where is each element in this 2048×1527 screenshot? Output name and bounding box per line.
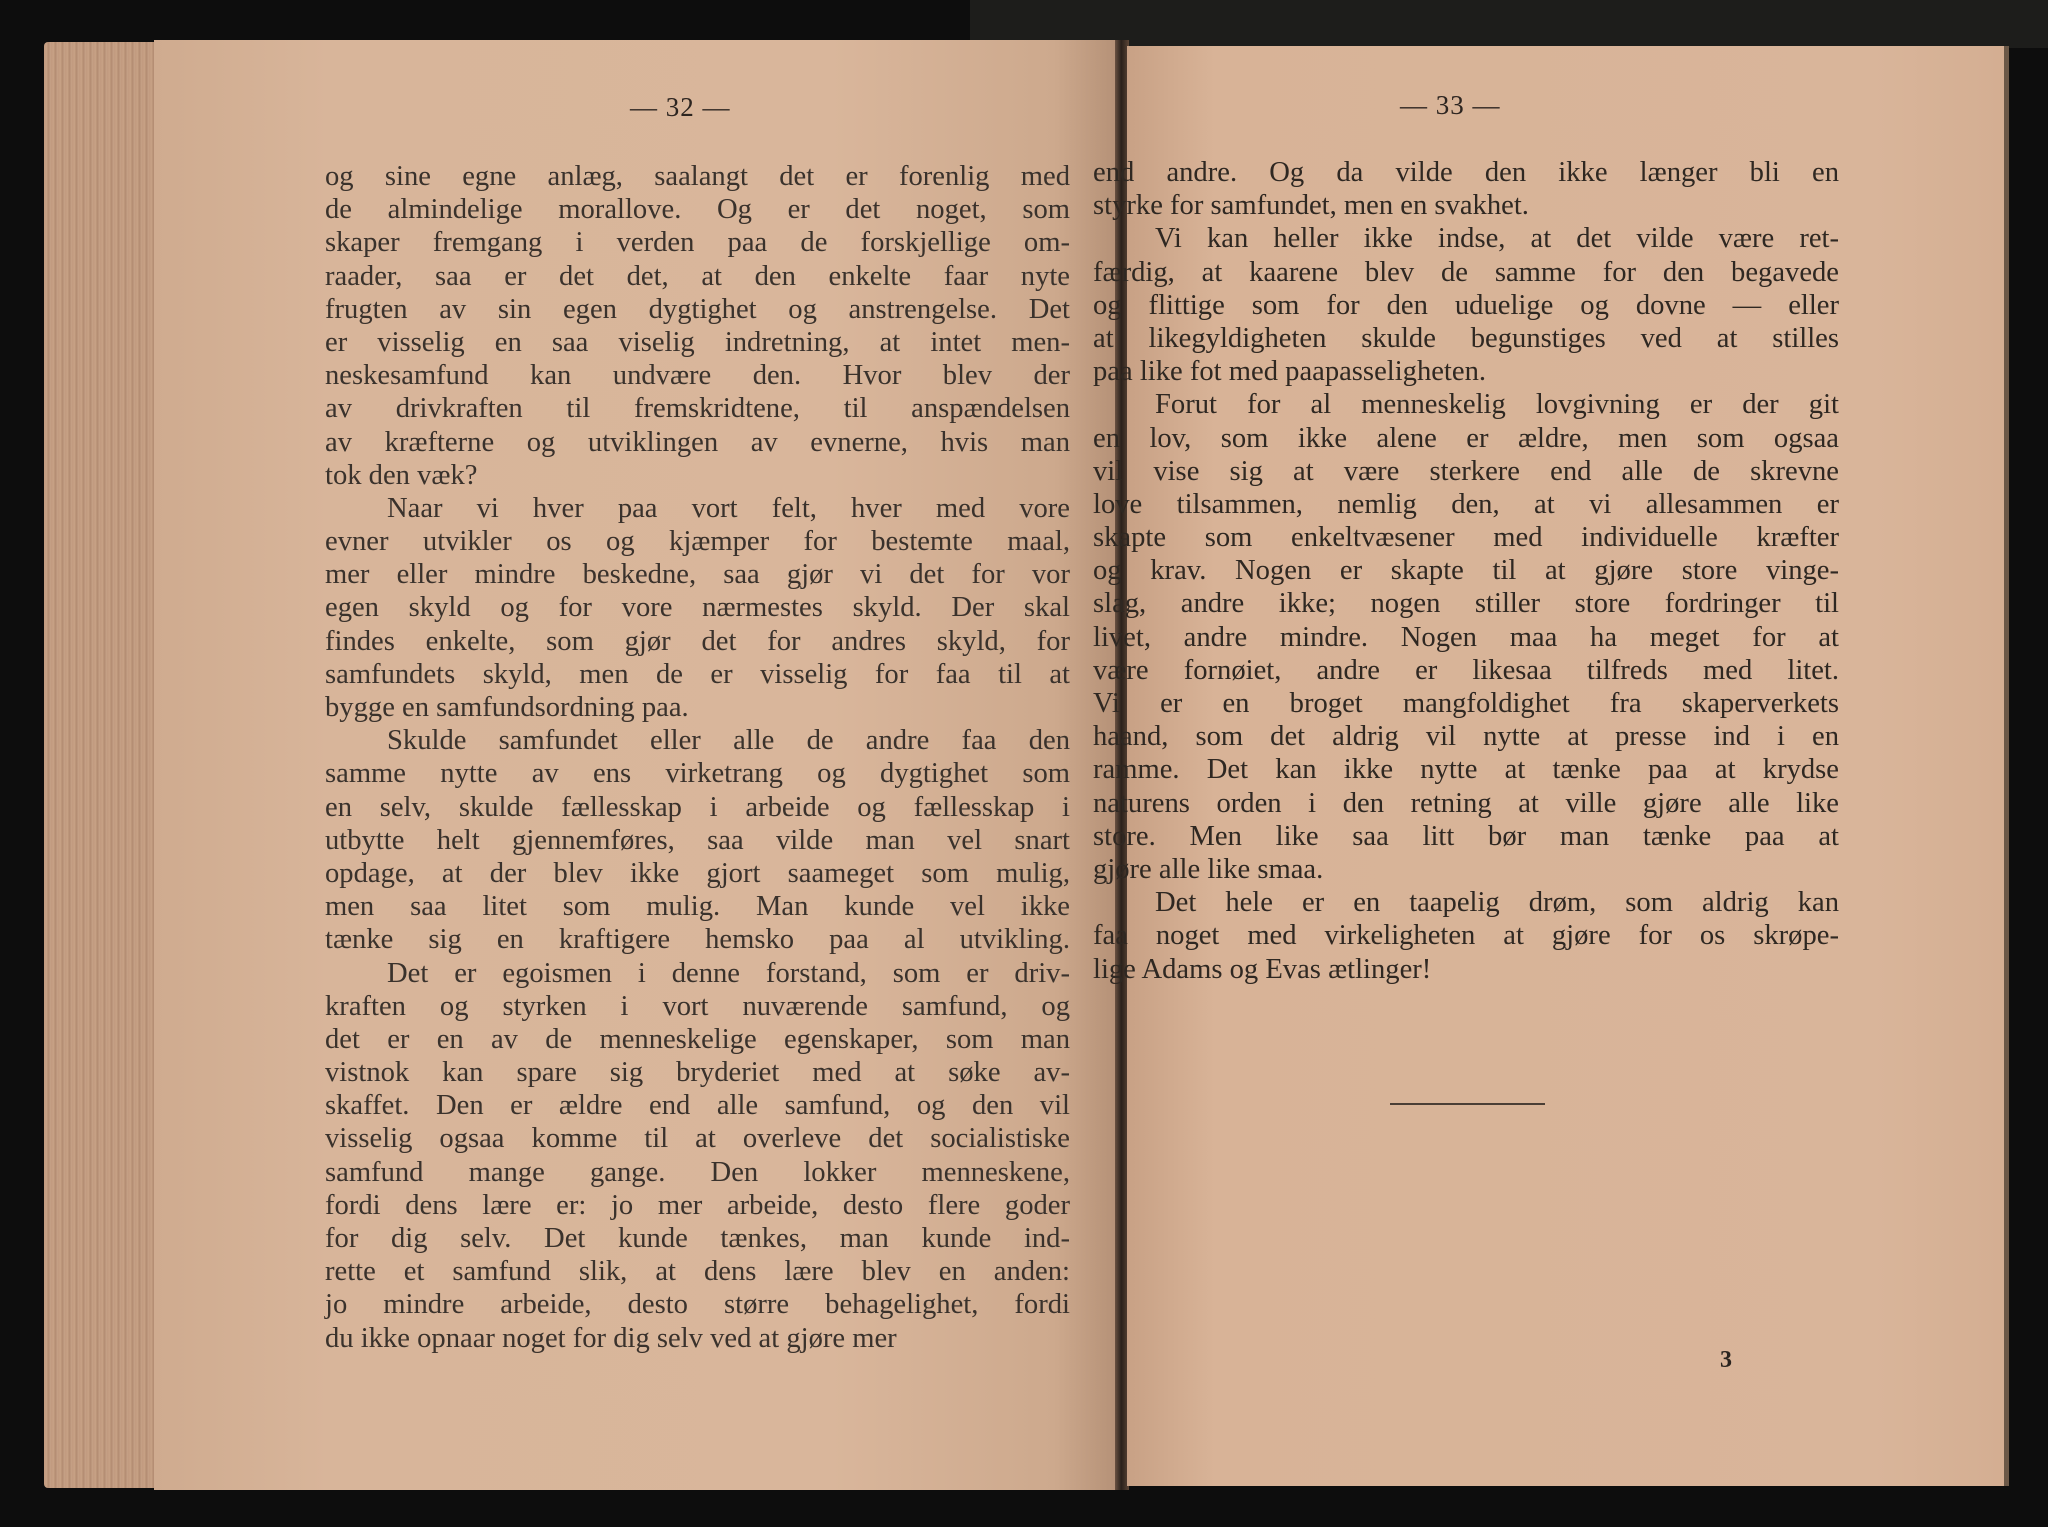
- text-line: evner utvikler os og kjæmper for bestemte maal,: [325, 526, 1070, 558]
- right-page-text: [1093, 156, 1839, 986]
- text-line: men saa litet som mulig. Man kunde vel ikke: [325, 891, 1070, 923]
- text-line: skaffet. Den er ældre end alle samfund, og den vil: [325, 1090, 1070, 1122]
- text-line: haand, som det aldrig vil nytte at presse ind i en: [1093, 721, 1839, 753]
- text-line: styrke for samfundet, men en svakhet.: [1093, 190, 1529, 222]
- text-line: ramme. Det kan ikke nytte at tænke paa at krydse: [1093, 754, 1839, 786]
- text-line: slag, andre ikke; nogen stiller store fordringer til: [1093, 588, 1839, 620]
- text-line: utbytte helt gjennemføres, saa vilde man vel snart: [325, 824, 1070, 856]
- text-line: de almindelige morallove. Og er det noget, som: [325, 194, 1070, 226]
- text-line: store. Men like saa litt bør man tænke paa at: [1093, 820, 1839, 852]
- right-page-number: — 33 —: [1400, 90, 1501, 120]
- text-line: frugten av sin egen dygtighet og anstrengelse. Det: [325, 293, 1070, 325]
- text-line: findes enkelte, som gjør det for andres skyld, for: [325, 625, 1070, 657]
- left-page-number: — 32 —: [630, 92, 731, 122]
- text-line: end andre. Og da vilde den ikke længer bli en: [1093, 157, 1839, 188]
- text-line: neskesamfund kan undvære den. Hvor blev der: [325, 360, 1070, 392]
- left-page-text: [325, 160, 1070, 1355]
- text-line: rette et samfund slik, at dens lære blev en anden:: [325, 1256, 1070, 1288]
- text-line: tænke sig en kraftigere hemsko paa al utvikling.: [325, 924, 1070, 956]
- text-line: og sine egne anlæg, saalangt det er forenlig med: [325, 161, 1070, 192]
- text-line: Naar vi hver paa vort felt, hver med vore: [387, 492, 1070, 524]
- text-line: være fornøiet, andre er likesaa tilfreds med litet.: [1093, 654, 1839, 686]
- text-line: opdage, at der blev ikke gjort saameget som mulig,: [325, 857, 1070, 889]
- text-line: samme nytte av ens virketrang og dygtighet som: [325, 758, 1070, 790]
- text-line: av kræfterne og utviklingen av evnerne, hvis man: [325, 426, 1070, 458]
- text-line: vistnok kan spare sig bryderiet med at søke av-: [325, 1057, 1070, 1089]
- text-line: livet, andre mindre. Nogen maa ha meget for at: [1093, 621, 1839, 653]
- text-line: og flittige som for den uduelige og dovne — eller: [1093, 289, 1839, 321]
- text-line: vil vise sig at være sterkere end alle de skrevne: [1093, 455, 1839, 487]
- text-line: det er en av de menneskelige egenskaper, som man: [325, 1023, 1070, 1055]
- text-line: mer eller mindre beskedne, saa gjør vi det for vor: [325, 559, 1070, 591]
- text-line: skapte som enkeltvæsener med individuelle kræfter: [1093, 522, 1839, 554]
- text-line: fordi dens lære er: jo mer arbeide, desto flere goder: [325, 1189, 1070, 1221]
- text-line: en selv, skulde fællesskap i arbeide og fællesskap i: [325, 791, 1070, 823]
- text-line: av drivkraften til fremskridtene, til anspændelsen: [325, 393, 1070, 425]
- text-line: kraften og styrken i vort nuværende samfund, og: [325, 990, 1070, 1022]
- text-line: tok den væk?: [325, 459, 478, 491]
- text-line: gjøre alle like smaa.: [1093, 853, 1324, 885]
- text-line: en lov, som ikke alene er ældre, men som ogsaa: [1093, 422, 1839, 454]
- end-rule: [1390, 1103, 1545, 1105]
- text-line: Det hele er en taapelig drøm, som aldrig kan: [1155, 887, 1839, 919]
- text-line: lige Adams og Evas ætlinger!: [1093, 953, 1432, 985]
- text-line: faa noget med virkeligheten at gjøre for os skrøpe-: [1093, 920, 1839, 952]
- text-line: Skulde samfundet eller alle de andre faa den: [387, 725, 1070, 757]
- text-line: Vi kan heller ikke indse, at det vilde være ret-: [1155, 223, 1839, 255]
- text-line: er visselig en saa viselig indretning, at intet men-: [325, 326, 1070, 358]
- text-line: skaper fremgang i verden paa de forskjellige om-: [325, 227, 1070, 259]
- text-line: bygge en samfundsordning paa.: [325, 692, 689, 723]
- text-line: at likegyldigheten skulde begunstiges ved at stilles: [1093, 322, 1839, 354]
- text-line: du ikke opnaar noget for dig selv ved at gjøre mer: [325, 1322, 897, 1354]
- text-line: paa like fot med paapasseligheten.: [1093, 356, 1487, 388]
- text-line: Forut for al menneskelig lovgivning er der git: [1155, 389, 1839, 421]
- text-line: Vi er en broget mangfoldighet fra skaperverkets: [1093, 688, 1839, 719]
- text-line: egen skyld og for vore nærmestes skyld. Der skal: [325, 592, 1070, 624]
- text-line: og krav. Nogen er skapte til at gjøre store vinge-: [1093, 555, 1839, 587]
- text-line: naturens orden i den retning at ville gjøre alle like: [1093, 787, 1839, 819]
- text-line: Det er egoismen i denne forstand, som er driv-: [387, 957, 1070, 989]
- text-line: samfund mange gange. Den lokker menneskene,: [325, 1156, 1070, 1188]
- text-line: love tilsammen, nemlig den, at vi allesammen er: [1093, 488, 1839, 520]
- text-line: færdig, at kaarene blev de samme for den begavede: [1093, 256, 1839, 288]
- text-line: jo mindre arbeide, desto større behagelighet, fordi: [325, 1289, 1070, 1321]
- text-line: visselig ogsaa komme til at overleve det socialistiske: [325, 1123, 1070, 1155]
- text-line: for dig selv. Det kunde tænkes, man kunde ind-: [325, 1223, 1070, 1254]
- text-line: raader, saa er det det, at den enkelte faar nyte: [325, 260, 1070, 292]
- text-line: samfundets skyld, men de er visselig for faa til at: [325, 658, 1070, 690]
- signature-mark: 3: [1720, 1347, 1732, 1373]
